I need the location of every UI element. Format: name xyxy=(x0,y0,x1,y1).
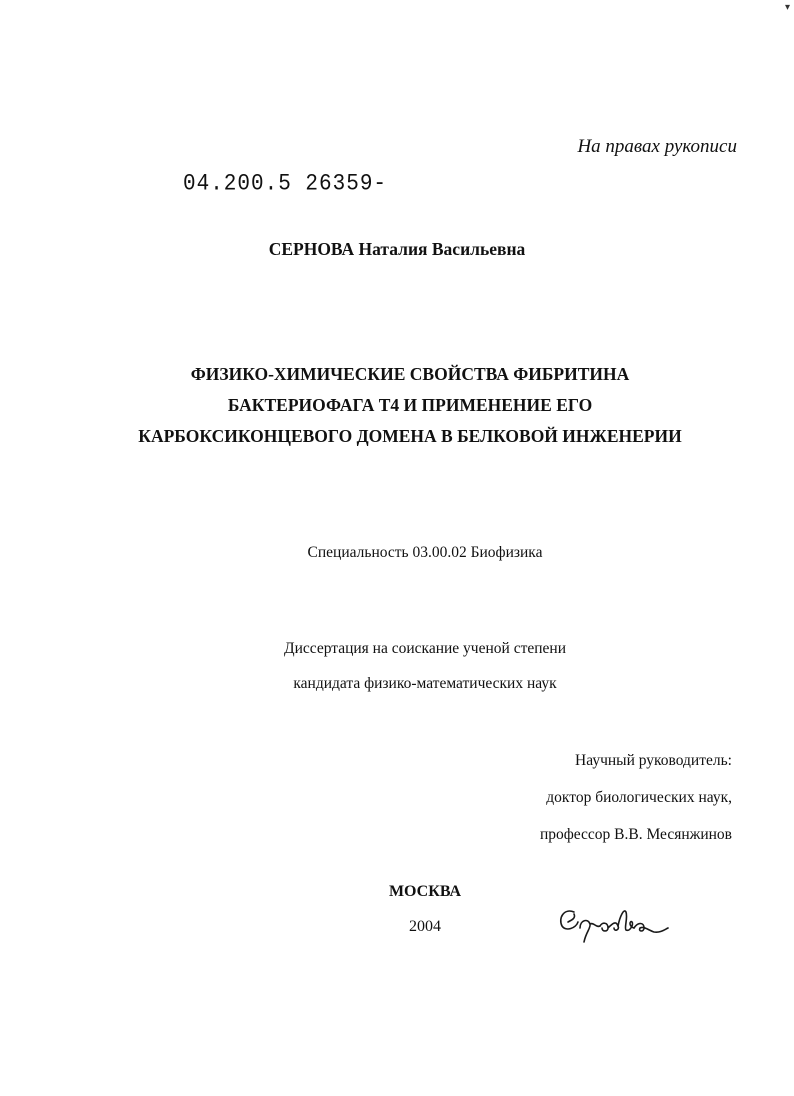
stamp-number: 04.200.5 26359- xyxy=(183,172,388,197)
dissertation-degree xyxy=(28,631,794,701)
dissertation-line-2: кандидата физико-математических наук xyxy=(293,675,557,692)
advisor-block xyxy=(540,742,732,853)
thesis-title xyxy=(40,359,780,452)
title-line-2: БАКТЕРИОФАГА Т4 И ПРИМЕНЕНИЕ ЕГО xyxy=(227,395,593,415)
dissertation-line-1: Диссертация на соискание ученой степени xyxy=(284,640,566,657)
specialty: Специальность 03.00.02 Биофизика xyxy=(307,544,543,561)
title-line-3: КАРБОКСИКОНЦЕВОГО ДОМЕНА В БЕЛКОВОЙ ИНЖЕНЕРИИ xyxy=(138,426,682,446)
author-name: СЕРНОВА Наталия Васильевна xyxy=(268,239,526,259)
advisor-name: профессор В.В. Месянжинов xyxy=(539,826,732,843)
city: МОСКВА xyxy=(388,883,462,900)
advisor-label: Научный руководитель: xyxy=(575,752,732,769)
rights-note: На правах рукописи xyxy=(577,136,737,157)
advisor-degree: доктор биологических наук, xyxy=(546,789,732,806)
corner-mark: ▾ xyxy=(784,2,790,13)
year: 2004 xyxy=(409,918,441,935)
handwritten-signature-icon xyxy=(554,898,672,956)
title-line-1: ФИЗИКО-ХИМИЧЕСКИЕ СВОЙСТВА ФИБРИТИНА xyxy=(190,364,630,384)
